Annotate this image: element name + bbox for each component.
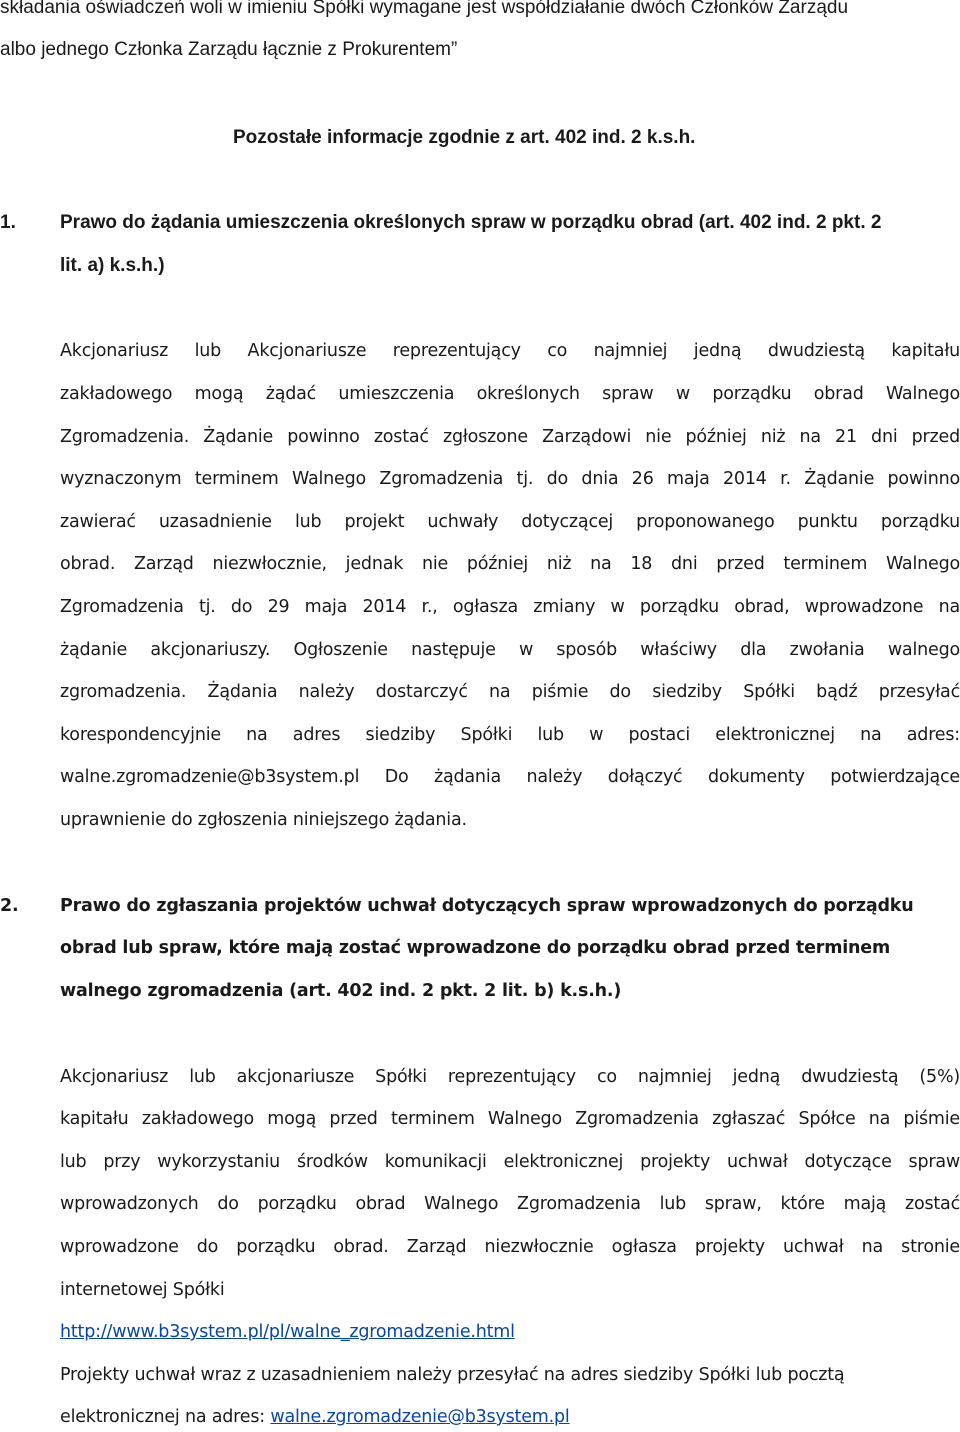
section-1-para-line: korespondencyjnie na adres siedziby Spółki lub w postaci elektronicznej na adres: <box>60 725 960 745</box>
section-1-para-line: Zgromadzenia tj. do 29 maja 2014 r., ogłasza zmiany w porządku obrad, wprowadzone na <box>60 597 960 617</box>
section-1-para-line: zgromadzenia. Żądania należy dostarczyć na piśmie do siedziby Spółki bądź przesyłać <box>60 682 960 702</box>
section-1-para-line: walne.zgromadzenie@b3system.pl Do żądania należy dołączyć dokumenty potwierdzające <box>60 767 960 787</box>
section-2-number: 2. <box>0 896 19 916</box>
section-1-number: 1. <box>0 212 16 233</box>
top-line-1: składania oświadczeń woli w imieniu Spółki wymagane jest współdziałanie dwóch Członków Zarządu <box>0 0 849 18</box>
top-line-2: albo jednego Członka Zarządu łącznie z Prokurentem” <box>0 39 458 60</box>
section-1-para-line: Akcjonariusz lub Akcjonariusze reprezentujący co najmniej jedną dwudziestą kapitału <box>60 341 960 361</box>
section-2-title-line-2: obrad lub spraw, które mają zostać wprowadzone do porządku obrad przed terminem <box>60 938 890 958</box>
section-1-title-line-2: lit. a) k.s.h.) <box>60 255 165 276</box>
send-instructions-prefix: elektronicznej na adres: <box>60 1407 271 1427</box>
section-1-para-line: zakładowego mogą żądać umieszczenia określonych spraw w porządku obrad Walnego <box>60 384 960 404</box>
section-2-para-line: wprowadzone do porządku obrad. Zarząd niezwłocznie ogłasza projekty uchwał na stronie <box>60 1237 960 1257</box>
email-link[interactable]: walne.zgromadzenie@b3system.pl <box>270 1407 570 1427</box>
website-link[interactable]: http://www.b3system.pl/pl/walne_zgromadzenie.html <box>60 1322 515 1342</box>
section-1-para-line: wyznaczonym terminem Walnego Zgromadzenia tj. do dnia 26 maja 2014 r. Żądanie powinno <box>60 469 960 489</box>
section-1-title-line-1: Prawo do żądania umieszczenia określonych spraw w porządku obrad (art. 402 ind. 2 pkt. 2 <box>60 212 882 233</box>
section-1-para-line: żądanie akcjonariuszy. Ogłoszenie następuje w sposób właściwy dla zwołania walnego <box>60 640 960 660</box>
section-2-para-line: Akcjonariusz lub akcjonariusze Spółki reprezentujący co najmniej jedną dwudziestą (5%) <box>60 1067 960 1087</box>
section-2-para-line-last: internetowej Spółki <box>60 1280 225 1300</box>
section-2-para-line: wprowadzonych do porządku obrad Walnego Zgromadzenia lub spraw, które mają zostać <box>60 1194 960 1214</box>
section-1-para-line: obrad. Zarząd niezwłocznie, jednak nie później niż na 18 dni przed terminem Walnego <box>60 554 960 574</box>
send-instructions-line-1: Projekty uchwał wraz z uzasadnieniem należy przesyłać na adres siedziby Spółki lub pocztą <box>60 1365 845 1385</box>
heading-other-info: Pozostałe informacje zgodnie z art. 402 ind. 2 k.s.h. <box>233 127 696 148</box>
section-2-para-line: lub przy wykorzystaniu środków komunikacji elektronicznej projekty uchwał dotyczące spraw <box>60 1152 960 1172</box>
section-1-para-line: Zgromadzenia. Żądanie powinno zostać zgłoszone Zarządowi nie później niż na 21 dni przed <box>60 427 960 447</box>
send-instructions-line-2 <box>60 1407 570 1427</box>
section-1-para-line: zawierać uzasadnienie lub projekt uchwały dotyczącej proponowanego punktu porządku <box>60 512 960 532</box>
section-2-para-line: kapitału zakładowego mogą przed terminem Walnego Zgromadzenia zgłaszać Spółce na piśmie <box>60 1109 960 1129</box>
section-2-title-line-3: walnego zgromadzenia (art. 402 ind. 2 pkt. 2 lit. b) k.s.h.) <box>60 981 622 1001</box>
section-1-para-line-last: uprawnienie do zgłoszenia niniejszego żądania. <box>60 810 467 830</box>
section-2-title-line-1: Prawo do zgłaszania projektów uchwał dotyczących spraw wprowadzonych do porządku <box>60 896 914 916</box>
